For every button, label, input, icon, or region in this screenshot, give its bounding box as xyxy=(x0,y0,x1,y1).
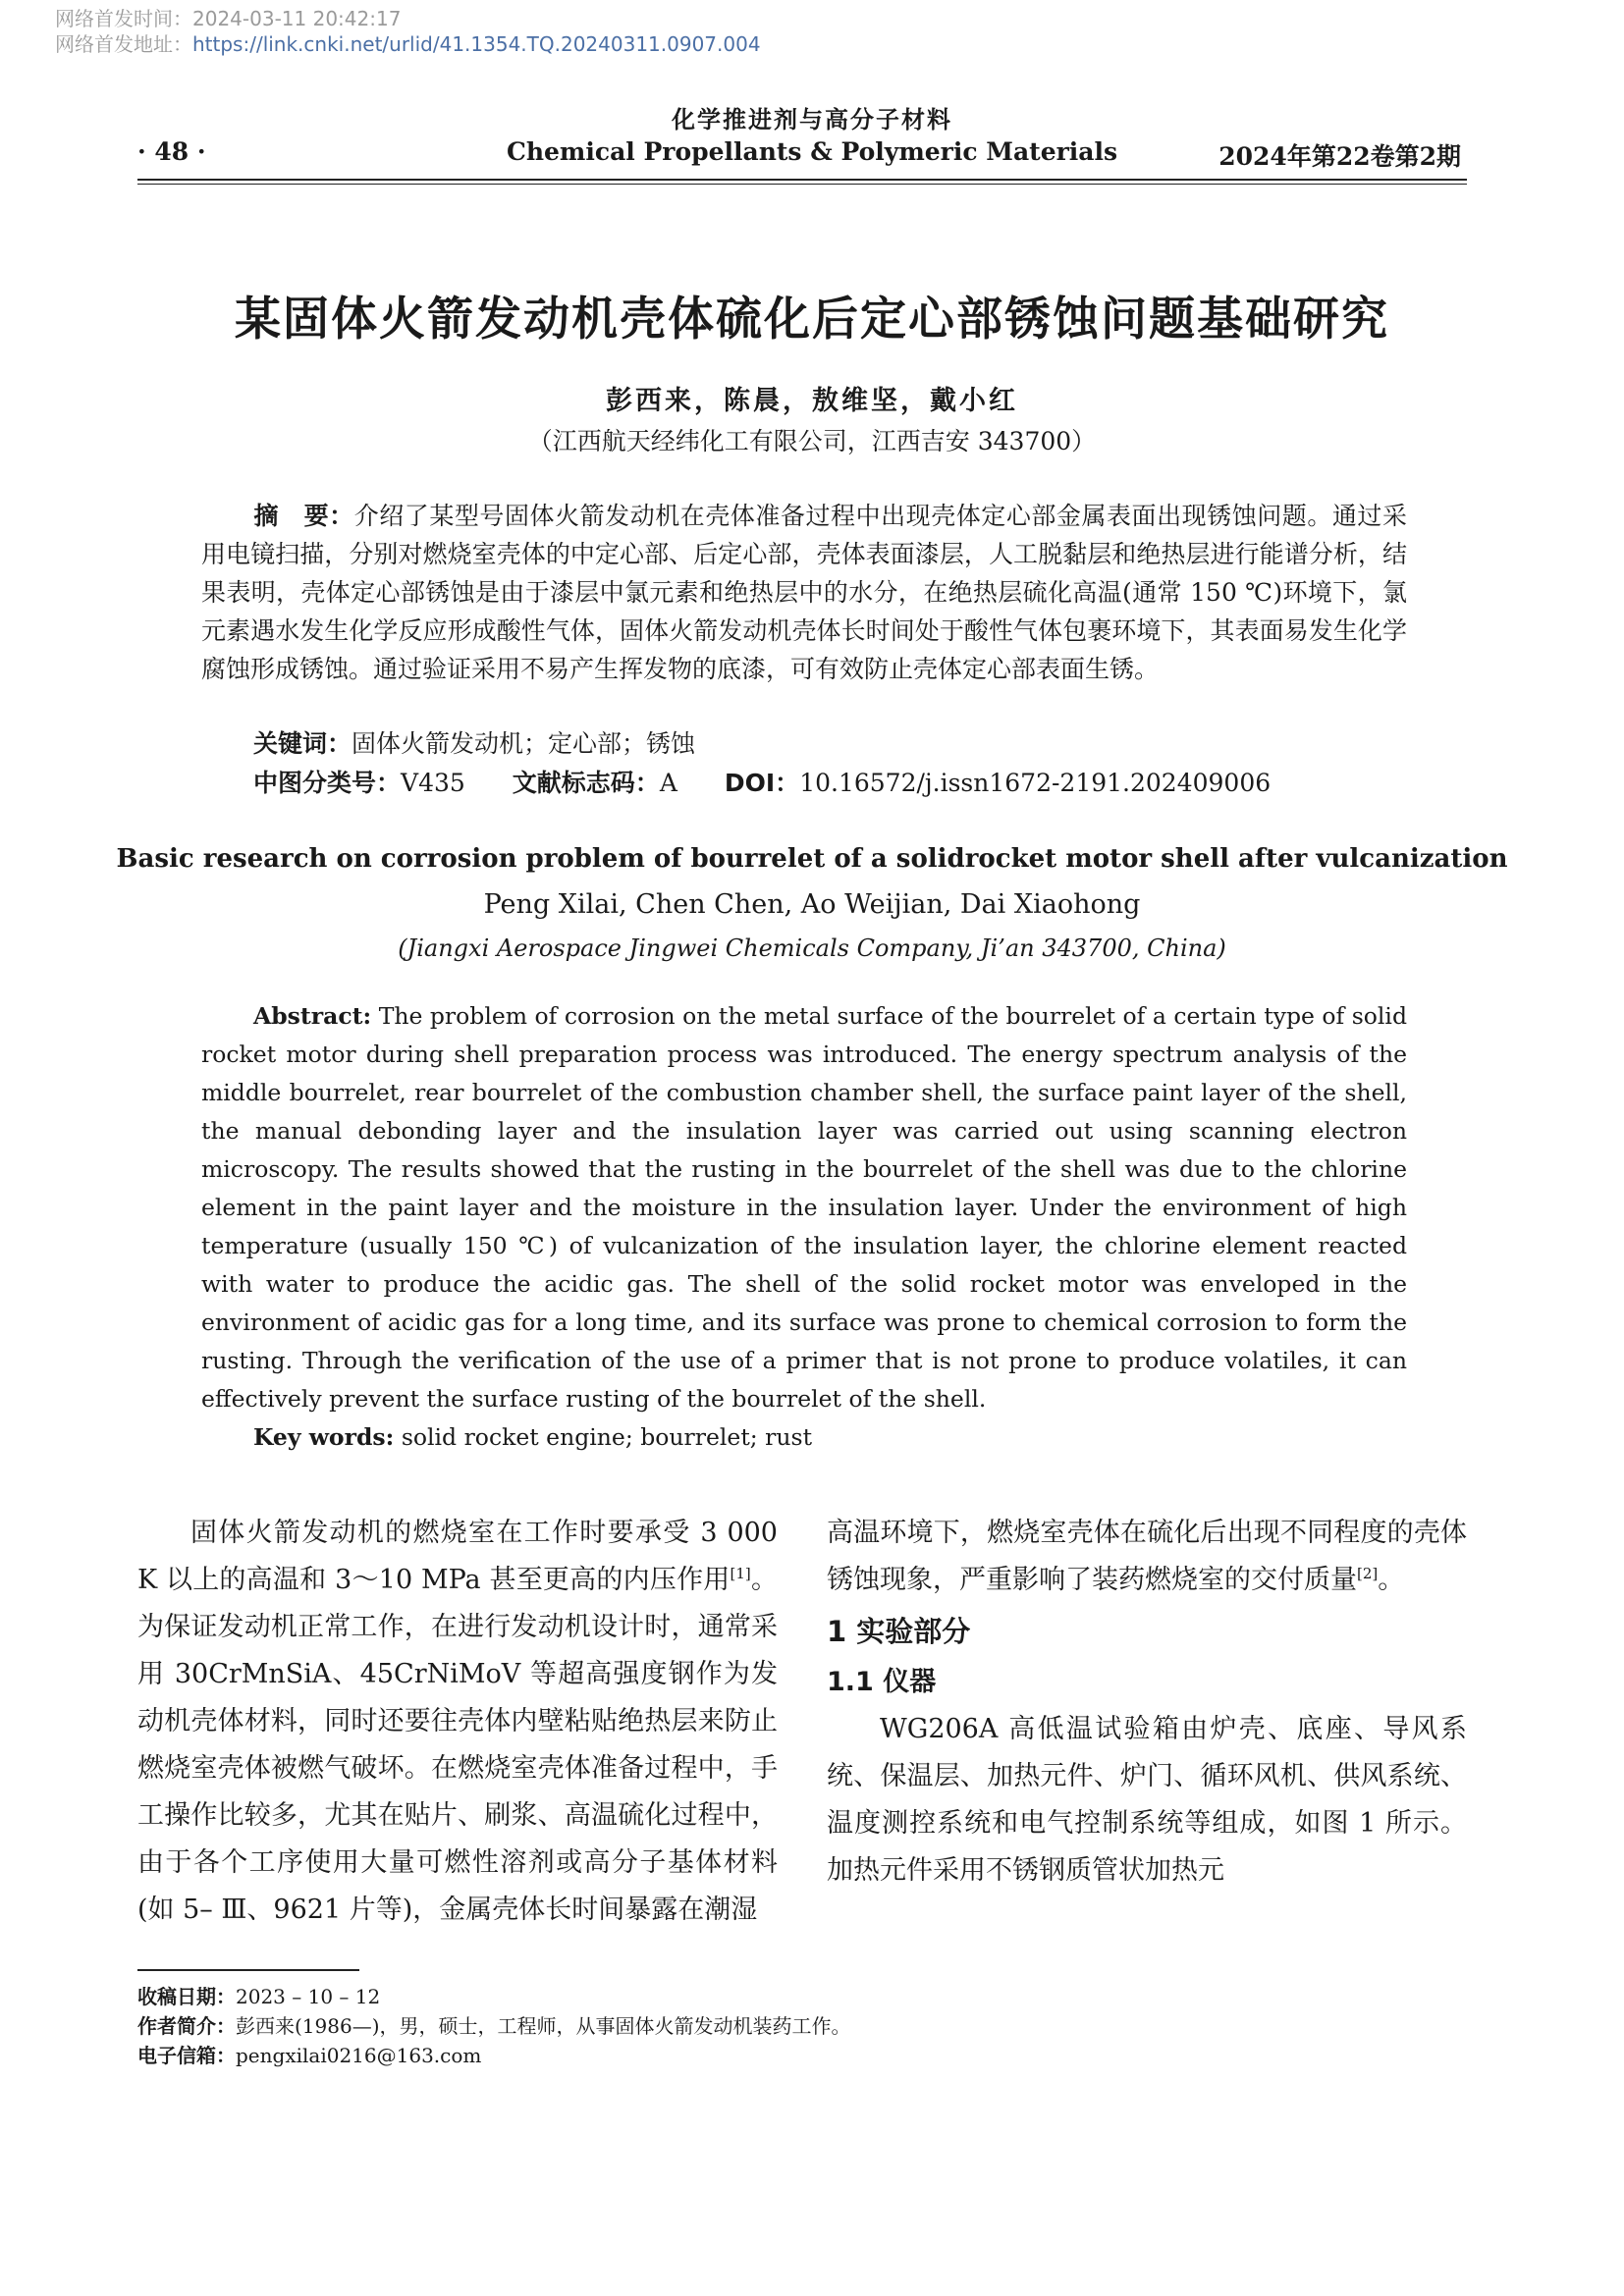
address-label: 网络首发地址： xyxy=(55,32,192,56)
doc-code-value: A xyxy=(659,769,677,797)
page-number: · 48 · xyxy=(137,137,206,166)
doc-code-label: 文献标志码： xyxy=(512,769,660,797)
footnote-rule xyxy=(137,1969,359,1971)
affiliation-cn: （江西航天经纬化工有限公司，江西吉安 343700） xyxy=(527,427,1097,455)
email-label: 电子信箱： xyxy=(137,2044,236,2067)
header-rule-thick xyxy=(137,179,1467,181)
body-text: 高温环境下，燃烧室壳体在硫化后出现不同程度的壳体锈蚀现象，严重影响了装药燃烧室的交付质量 xyxy=(827,1518,1467,1595)
abstract-en-text: The problem of corrosion on the metal surface of the bourrelet of a certain type of solid rocket motor during shell preparation process was introduced. The energy spectrum analysis of the middle bourrelet, rear bourrelet of the combustion chamber shell, the surface paint layer of the shell, the manual debonding layer and the insulation layer was carried out using scanning electron microscopy. The results showed that the rusting in the bourrelet of the shell was due to the chlorine element in the paint layer and the moisture in the insulation layer. Under the environment of high temperature (usually 150 ℃) of vulcanization of the insulation layer, the chlorine element reacted with water to produce the acidic gas. The shell of the solid rocket motor was enveloped in the environment of acidic gas for a long time, and its surface was prone to chemical corrosion to form the rusting. Through the verification of the use of a primer that is not prone to produce volatiles, it can effectively prevent the surface rusting of the bourrelet of the shell. xyxy=(201,1002,1407,1413)
body-column-right xyxy=(827,1510,1467,1895)
email-value[interactable]: pengxilai0216@163.com xyxy=(236,2044,482,2067)
body-paragraph xyxy=(827,1510,1467,1604)
received-value: 2023 – 10 – 12 xyxy=(236,1985,381,2008)
clc-label: 中图分类号： xyxy=(253,769,402,797)
doi-value: 10.16572/j.issn1672-2191.202409006 xyxy=(799,769,1272,797)
citation-ref[interactable]: [2] xyxy=(1357,1565,1379,1582)
body-text: 固体火箭发动机的燃烧室在工作时要承受 3 000 K 以上的高温和 3～10 MPa 甚至更高的内压作用 xyxy=(137,1518,778,1595)
abstract-cn-label: 摘 要： xyxy=(253,502,354,530)
web-first-address xyxy=(55,31,761,57)
first-time-value: 2024-03-11 20:42:17 xyxy=(192,7,402,30)
footnote-received xyxy=(137,1983,380,2010)
journal-title-cn: 化学推进剂与高分子材料 xyxy=(672,105,952,133)
address-link[interactable]: https://link.cnki.net/urlid/41.1354.TQ.20240311.0907.004 xyxy=(192,32,761,56)
subsection-heading: 1.1 仪器 xyxy=(827,1667,937,1697)
keywords-cn-text: 固体火箭发动机；定心部；锈蚀 xyxy=(352,729,696,758)
header-rule-thin xyxy=(137,184,1467,185)
keywords-en xyxy=(253,1419,812,1455)
body-text: 。为保证发动机正常工作，在进行发动机设计时，通常采用 30CrMnSiA、45CrNiMoV 等超高强度钢作为发动机壳体材料，同时还要往壳体内壁粘贴绝热层来防止燃烧室壳体被燃气破坏。在燃烧室壳体准备过程中，手工操作比较多，尤其在贴片、刷浆、高温硫化过程中，由于各个工序使用大量可燃性溶剂或高分子基体材料(如 5– Ⅲ、9621 片等)，金属壳体长时间暴露在潮湿 xyxy=(137,1565,779,1925)
article-title-cn: 某固体火箭发动机壳体硫化后定心部锈蚀问题基础研究 xyxy=(235,293,1389,347)
keywords-cn-label: 关键词： xyxy=(253,729,352,758)
footnote-email xyxy=(137,2042,481,2069)
body-column-left xyxy=(137,1510,778,1934)
citation-ref[interactable]: [1] xyxy=(730,1565,751,1582)
article-title-en: Basic research on corrosion problem of bourrelet of a solidrocket motor shell after vulcanization xyxy=(116,844,1508,874)
journal-title-en: Chemical Propellants & Polymeric Materials xyxy=(506,137,1118,166)
footnote-author-bio xyxy=(137,2012,851,2040)
section-heading: 1 实验部分 xyxy=(827,1615,971,1648)
bio-label: 作者简介： xyxy=(137,2014,236,2038)
abstract-en-label: Abstract: xyxy=(253,1002,372,1030)
doi-label: DOI： xyxy=(724,769,800,797)
keywords-en-label: Key words: xyxy=(253,1423,395,1451)
first-time-label: 网络首发时间： xyxy=(55,7,192,30)
abstract-en xyxy=(201,997,1407,1418)
body-paragraph: WG206A 高低温试验箱由炉壳、底座、导风系统、保温层、加热元件、炉门、循环风机、供风系统、温度测控系统和电气控制系统等组成，如图 1 所示。加热元件采用不锈钢质管状加热元 xyxy=(827,1714,1467,1886)
keywords-en-text: solid rocket engine; bourrelet; rust xyxy=(401,1423,813,1451)
authors-en: Peng Xilai, Chen Chen, Ao Weijian, Dai Xiaohong xyxy=(483,889,1141,920)
abstract-cn xyxy=(201,497,1407,688)
affiliation-en: (Jiangxi Aerospace Jingwei Chemicals Company, Ji’an 343700, China) xyxy=(398,934,1226,962)
web-first-time xyxy=(55,6,401,31)
body-text: 。 xyxy=(1378,1565,1405,1595)
abstract-cn-text: 介绍了某型号固体火箭发动机在壳体准备过程中出现壳体定心部金属表面出现锈蚀问题。通过采用电镜扫描，分别对燃烧室壳体的中定心部、后定心部，壳体表面漆层，人工脱黏层和绝热层进行能谱分析，结果表明，壳体定心部锈蚀是由于漆层中氯元素和绝热层中的水分，在绝热层硫化高温(通常 150 ℃)环境下，氯元素遇水发生化学反应形成酸性气体，固体火箭发动机壳体长时间处于酸性气体包裹环境下，其表面易发生化学腐蚀形成锈蚀。通过验证采用不易产生挥发物的底漆，可有效防止壳体定心部表面生锈。 xyxy=(201,502,1407,683)
received-label: 收稿日期： xyxy=(137,1985,236,2008)
bio-value: 彭西来(1986—)，男，硕士，工程师，从事固体火箭发动机装药工作。 xyxy=(236,2014,851,2038)
body-paragraph xyxy=(137,1510,778,1934)
issue-info: 2024年第22卷第2期 xyxy=(1218,142,1461,171)
classification-line xyxy=(253,766,1432,801)
keywords-cn xyxy=(253,726,695,762)
clc-value: V435 xyxy=(401,769,465,797)
authors-cn: 彭西来，陈晨，敖维坚，戴小红 xyxy=(606,386,1018,416)
